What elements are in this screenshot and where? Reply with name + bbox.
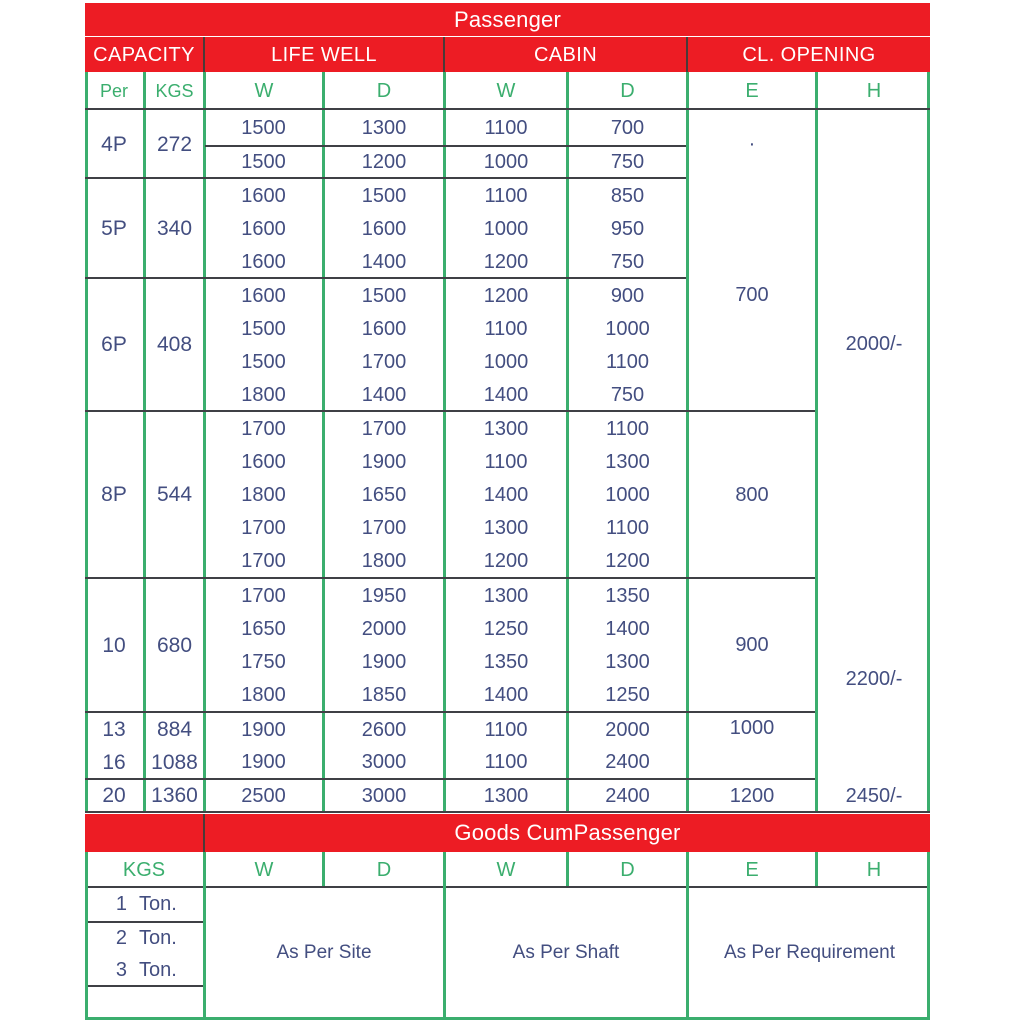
cabin-w: 1300 (483, 417, 529, 440)
lifewell-d: 1700 (361, 516, 407, 539)
goods-hdr-rule-left (85, 852, 88, 886)
table-row (569, 780, 686, 811)
group-header-cl-opening-label: CL. OPENING (742, 43, 876, 66)
goods-column-header-cabin-w-label: W (496, 858, 516, 881)
row-group-kgs-0 (146, 111, 203, 177)
cabin-d: 750 (610, 383, 645, 406)
per-value: 5P (101, 216, 127, 240)
cabin-w: 1100 (484, 450, 528, 473)
table-row (205, 312, 322, 345)
goods-column-header-cabin-d (569, 853, 686, 886)
rule-passenger-bottom (85, 811, 930, 813)
column-header-cabin-d-label: D (620, 79, 635, 102)
row-group-per-3 (85, 412, 143, 577)
table-row (205, 245, 322, 278)
lifewell-w: 1500 (241, 350, 286, 373)
table-row (446, 780, 566, 811)
cl-opening-e-1 (689, 179, 815, 410)
group-header-seam-2 (443, 37, 445, 72)
column-header-cabin-w (446, 73, 566, 108)
goods-capacity-unit: Ton. (139, 958, 177, 981)
cabin-d: 2400 (605, 784, 650, 807)
goods-band-seam (203, 814, 205, 852)
table-row (446, 279, 566, 312)
row-group-per-6 (85, 746, 143, 778)
table-row (569, 511, 686, 544)
group-header-capacity (85, 37, 203, 72)
table-row (569, 111, 686, 145)
lifewell-w: 1800 (241, 483, 286, 506)
table-row (569, 245, 686, 278)
table-row (325, 612, 443, 645)
goods-hdr-rule-cabin-wd (566, 852, 569, 886)
cabin-w: 1100 (484, 184, 528, 207)
goods-column-header-lifewell-w (206, 853, 322, 886)
table-row (325, 478, 443, 511)
cabin-d: 850 (610, 184, 645, 207)
lifewell-w: 1500 (241, 151, 286, 173)
table-row (446, 678, 566, 711)
table-row (569, 445, 686, 478)
goods-band-title (205, 814, 930, 852)
row-group-per-5 (85, 713, 143, 746)
table-row (446, 146, 566, 178)
cl-opening-e-value: 700 (735, 283, 769, 306)
lifewell-d: 3000 (361, 751, 407, 773)
cabin-w: 1300 (483, 516, 529, 539)
table-row (205, 445, 322, 478)
lifewell-w: 1800 (241, 383, 286, 406)
row-group-per-4 (85, 579, 143, 711)
cl-opening-h-1 (818, 579, 930, 778)
table-row (569, 579, 686, 612)
column-header-h (818, 73, 930, 108)
group-header-cabin-label: CABIN (533, 43, 598, 66)
kgs-value: 884 (156, 718, 193, 741)
table-row (569, 378, 686, 411)
cabin-w: 1300 (483, 584, 529, 607)
table-row (569, 212, 686, 245)
table-row (205, 780, 322, 811)
lifewell-d: 1900 (361, 650, 407, 673)
cabin-w: 1250 (483, 617, 529, 640)
cabin-d: 1000 (605, 483, 650, 506)
lifewell-w: 1900 (241, 751, 286, 773)
cabin-w: 1350 (483, 650, 529, 673)
rule-below-subheader (85, 108, 930, 110)
cabin-w: 1200 (483, 549, 529, 572)
cabin-d: 750 (610, 151, 645, 173)
lifewell-d: 1800 (361, 549, 407, 572)
goods-band-left-block (85, 814, 203, 852)
cabin-w: 1100 (484, 718, 528, 741)
lifewell-w: 1700 (241, 417, 286, 440)
group-header-life-well-label: LIFE WELL (271, 43, 377, 66)
table-row (325, 212, 443, 245)
cabin-w: 1000 (483, 350, 529, 373)
passenger-band-title (85, 3, 930, 36)
table-row (205, 544, 322, 577)
table-row (325, 312, 443, 345)
table-row (569, 746, 686, 778)
cabin-w: 1100 (484, 317, 528, 340)
cl-opening-e-5 (689, 780, 815, 811)
table-row (205, 279, 322, 312)
cabin-d: 700 (610, 117, 645, 139)
table-row (446, 746, 566, 778)
table-row (569, 478, 686, 511)
cl-opening-e-4 (689, 713, 815, 778)
row-group-per-1 (85, 179, 143, 277)
table-row (446, 245, 566, 278)
table-row (325, 544, 443, 577)
goods-note-cl-opening (689, 886, 930, 1019)
row-group-kgs-3 (146, 412, 203, 577)
table-row (325, 245, 443, 278)
cabin-w: 1100 (484, 117, 528, 139)
table-row (446, 511, 566, 544)
cabin-d: 1350 (605, 584, 650, 607)
column-header-per (85, 73, 143, 108)
group-header-cl-opening (688, 37, 930, 72)
column-header-kgs (146, 73, 203, 108)
table-row (205, 713, 322, 746)
row-group-kgs-5 (146, 713, 203, 746)
table-row (205, 612, 322, 645)
table-row (569, 179, 686, 212)
goods-capacity-row-2 (99, 954, 203, 986)
per-value: 20 (102, 784, 126, 807)
kgs-value: 272 (156, 132, 193, 156)
goods-capacity-row-1 (99, 922, 203, 954)
kgs-value: 1088 (151, 750, 198, 774)
row-group-per-7 (85, 780, 143, 811)
table-row (205, 378, 322, 411)
cl-opening-e-value: 1000 (729, 717, 775, 739)
kgs-value: 1360 (151, 784, 198, 807)
cl-opening-e-value: 1200 (729, 784, 775, 807)
table-row (325, 780, 443, 811)
column-header-lifewell-w-label: W (254, 79, 274, 102)
lifewell-d: 1200 (361, 151, 407, 173)
table-row (205, 345, 322, 378)
lifewell-d: 2000 (361, 617, 407, 640)
goods-capacity-qty: 3 (115, 958, 127, 981)
table-row (325, 345, 443, 378)
table-row (569, 312, 686, 345)
column-header-cabin-w-label: W (496, 79, 516, 102)
goods-hdr-rule-lw-cabin (443, 852, 446, 886)
table-row (569, 146, 686, 178)
lifewell-d: 1600 (361, 317, 407, 340)
cabin-w: 1200 (483, 250, 529, 273)
lifewell-w: 1600 (241, 217, 286, 240)
group-header-cabin (445, 37, 686, 72)
row-group-kgs-4 (146, 579, 203, 711)
row-group-kgs-6 (146, 746, 203, 778)
group-header-seam-3 (686, 37, 688, 72)
passenger-band-title-label: Passenger (454, 6, 561, 32)
table-row (446, 212, 566, 245)
goods-note-life-well-label: As Per Site (276, 942, 372, 963)
cl-opening-h-value: 2450/- (845, 784, 903, 807)
table-row (446, 445, 566, 478)
lifewell-w: 1500 (241, 117, 286, 139)
goods-capacity-unit: Ton. (139, 926, 177, 949)
table-row (446, 544, 566, 577)
lifewell-d: 1900 (361, 450, 407, 473)
table-row (446, 579, 566, 612)
table-row (569, 678, 686, 711)
cabin-d: 900 (610, 284, 645, 307)
per-value: 6P (101, 333, 127, 356)
goods-hdr-rule-right (927, 852, 930, 886)
table-row (446, 645, 566, 678)
lifewell-d: 1650 (361, 483, 407, 506)
table-row (446, 179, 566, 212)
lifewell-d: 1850 (361, 683, 407, 706)
table-row (205, 212, 322, 245)
table-row (205, 478, 322, 511)
lifewell-w: 1650 (241, 617, 286, 640)
cabin-d: 1100 (605, 417, 649, 440)
cabin-d: 1300 (605, 450, 650, 473)
lifewell-w: 1600 (241, 284, 286, 307)
cabin-d: 1000 (605, 317, 650, 340)
table-row (325, 678, 443, 711)
goods-hdr-rule-cabin-cl (686, 852, 689, 886)
goods-column-header-h (818, 853, 930, 886)
cl-opening-h-0 (818, 111, 930, 577)
row-group-per-0 (85, 111, 143, 177)
goods-note-cabin (446, 886, 686, 1019)
goods-column-header-e-label: E (745, 858, 759, 881)
lifewell-w: 1700 (241, 516, 286, 539)
lifewell-d: 3000 (361, 784, 407, 807)
lifewell-d: 1600 (361, 217, 407, 240)
table-row (205, 645, 322, 678)
kgs-value: 340 (156, 216, 193, 240)
cabin-d: 1100 (605, 350, 649, 373)
goods-capacity-qty: 2 (115, 926, 127, 949)
lifewell-w: 1750 (241, 650, 286, 673)
group-header-life-well (205, 37, 443, 72)
lifewell-d: 1400 (361, 250, 407, 273)
table-row (325, 378, 443, 411)
goods-note-life-well (205, 886, 443, 1019)
column-header-e (689, 73, 815, 108)
goods-capacity-row-0 (99, 888, 203, 921)
table-row (325, 445, 443, 478)
cabin-w: 1400 (483, 383, 529, 406)
kgs-value: 408 (156, 333, 193, 356)
lifewell-w: 1900 (241, 718, 286, 741)
goods-body-rule-left (85, 886, 88, 1019)
lifewell-d: 1300 (361, 117, 407, 139)
lifewell-w: 1500 (241, 317, 286, 340)
table-row (569, 713, 686, 746)
cabin-w: 1000 (483, 151, 529, 173)
goods-hdr-rule-kgs (203, 852, 206, 886)
table-row (205, 678, 322, 711)
per-value: 8P (101, 483, 127, 506)
table-row (325, 645, 443, 678)
goods-column-header-lifewell-d (325, 853, 443, 886)
table-row (205, 746, 322, 778)
lifewell-d: 1500 (361, 284, 407, 307)
table-row (446, 412, 566, 445)
column-header-cabin-d (569, 73, 686, 108)
cl-opening-e-0 (689, 111, 815, 177)
table-row (446, 612, 566, 645)
per-value: 13 (102, 718, 126, 741)
cabin-d: 750 (610, 250, 645, 273)
per-value: 16 (102, 750, 126, 774)
table-row (325, 412, 443, 445)
goods-note-cl-opening-label: As Per Requirement (723, 942, 896, 963)
cl-opening-h-value: 2000/- (845, 333, 903, 355)
table-row (325, 146, 443, 178)
cabin-d: 1250 (605, 683, 650, 706)
table-row (325, 179, 443, 212)
table-row (325, 746, 443, 778)
table-row (446, 478, 566, 511)
cabin-d: 1400 (605, 617, 650, 640)
lifewell-d: 1400 (361, 383, 407, 406)
table-row (569, 412, 686, 445)
cabin-d: 1100 (605, 516, 649, 539)
table-row (205, 511, 322, 544)
goods-column-header-kgs (85, 853, 203, 886)
group-header-capacity-label: CAPACITY (93, 43, 195, 66)
table-row (569, 345, 686, 378)
table-row (446, 111, 566, 145)
column-header-h-label: H (866, 79, 882, 102)
lifewell-w: 2500 (241, 784, 286, 807)
cabin-w: 1200 (483, 284, 529, 307)
goods-column-header-e (689, 853, 815, 886)
table-row (325, 279, 443, 312)
cabin-w: 1400 (483, 683, 529, 706)
goods-column-header-lifewell-w-label: W (254, 858, 274, 881)
cabin-d: 950 (610, 217, 645, 240)
cabin-w: 1300 (483, 784, 529, 807)
column-header-lifewell-d (325, 73, 443, 108)
column-header-per-label: Per (99, 80, 128, 101)
goods-column-header-h-label: H (866, 858, 882, 881)
cabin-d: 1200 (605, 549, 650, 572)
cl-opening-e-2 (689, 412, 815, 577)
kgs-value: 544 (156, 483, 193, 506)
column-header-lifewell-w (206, 73, 322, 108)
lifewell-w: 1700 (241, 584, 286, 607)
lifewell-w: 1800 (241, 683, 286, 706)
cl-opening-h-value: 2200/- (845, 667, 903, 690)
goods-band-title-label: Goods CumPassenger (454, 820, 681, 845)
table-row (569, 544, 686, 577)
per-value: 4P (101, 132, 127, 156)
lifewell-d: 2600 (361, 718, 407, 741)
goods-column-header-lifewell-d-label: D (376, 858, 392, 881)
table-row (569, 279, 686, 312)
goods-column-header-cabin-d-label: D (620, 858, 635, 881)
goods-column-header-cabin-w (446, 853, 566, 886)
cabin-w: 1400 (483, 483, 529, 506)
lifewell-d: 1700 (361, 417, 407, 440)
table-row (446, 345, 566, 378)
cabin-w: 1000 (483, 217, 529, 240)
table-row (325, 579, 443, 612)
goods-hdr-rule-lw-wd (322, 852, 325, 886)
cabin-d: 1300 (605, 650, 650, 673)
cabin-d: 2400 (605, 751, 650, 773)
table-row (569, 645, 686, 678)
table-row (325, 511, 443, 544)
lifewell-d: 1700 (361, 350, 407, 373)
goods-note-cabin-label: As Per Shaft (512, 942, 620, 963)
table-row (569, 612, 686, 645)
table-row (325, 111, 443, 145)
column-header-e-label: E (745, 79, 759, 102)
goods-capacity-qty: 1 (115, 893, 127, 915)
cabin-w: 1100 (484, 751, 528, 773)
table-row (205, 146, 322, 178)
column-header-kgs-label: KGS (155, 80, 194, 101)
row-group-kgs-1 (146, 179, 203, 277)
goods-capacity-rule-2 (88, 985, 203, 987)
lifewell-w: 1600 (241, 184, 286, 207)
cl-opening-e-value: 800 (735, 483, 769, 506)
table-row (205, 179, 322, 212)
cl-opening-e-value: · (748, 133, 756, 155)
goods-column-header-kgs-label: KGS (122, 858, 166, 881)
lifewell-d: 1500 (361, 184, 407, 207)
table-row (205, 579, 322, 612)
goods-capacity-unit: Ton. (139, 893, 177, 915)
table-row (325, 713, 443, 746)
lifewell-d: 1950 (361, 584, 407, 607)
table-row (446, 312, 566, 345)
row-group-kgs-2 (146, 279, 203, 410)
table-row (205, 412, 322, 445)
group-header-seam-1 (203, 37, 205, 72)
table-row (446, 378, 566, 411)
lifewell-w: 1700 (241, 549, 286, 572)
kgs-value: 680 (156, 633, 193, 657)
table-row (446, 713, 566, 746)
lifewell-w: 1600 (241, 450, 286, 473)
cabin-d: 2000 (605, 718, 650, 741)
column-header-lifewell-d-label: D (376, 79, 392, 102)
cl-opening-h-2 (818, 780, 930, 811)
row-group-per-2 (85, 279, 143, 410)
per-value: 10 (102, 633, 126, 657)
table-row (205, 111, 322, 145)
cl-opening-e-value: 900 (735, 634, 769, 656)
lifewell-w: 1600 (241, 250, 286, 273)
goods-hdr-rule-e-h (815, 852, 818, 886)
row-group-kgs-7 (146, 780, 203, 811)
cl-opening-e-3 (689, 579, 815, 711)
